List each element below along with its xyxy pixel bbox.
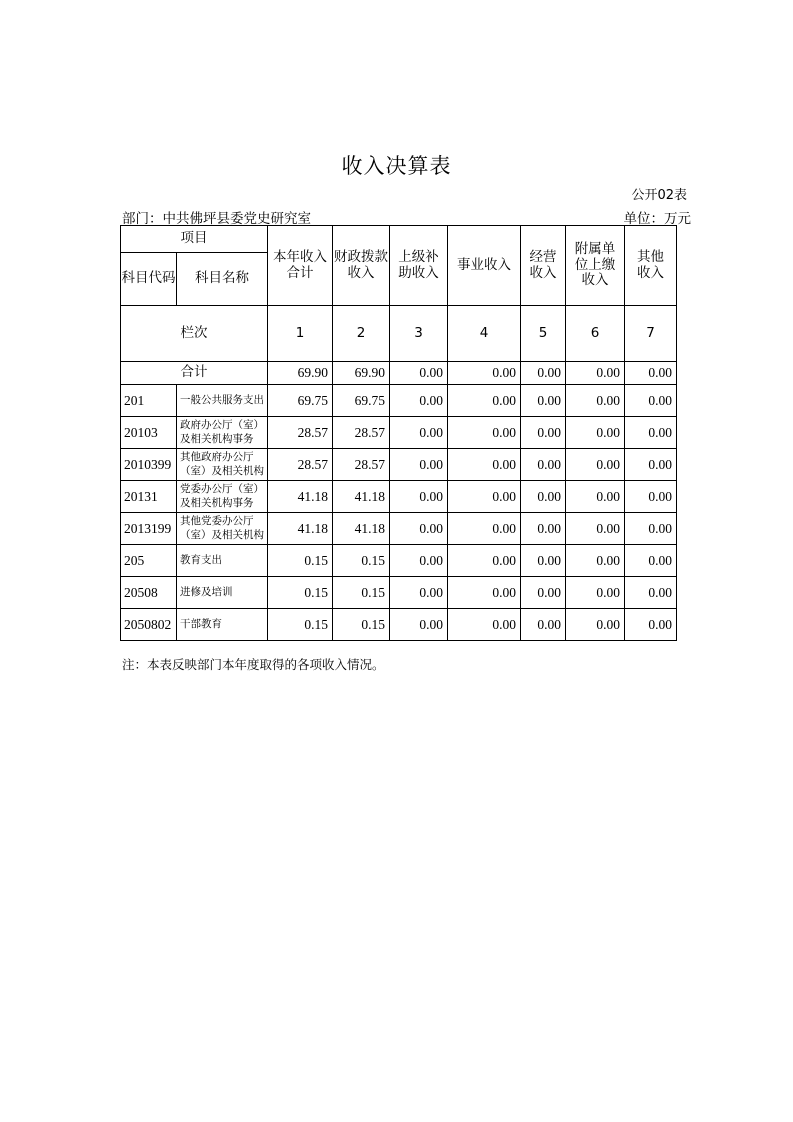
row-value: 0.00 [390, 417, 448, 449]
row-name: 干部教育 [177, 609, 268, 641]
row-value: 0.00 [390, 609, 448, 641]
table-row [121, 609, 677, 641]
row-value: 0.00 [448, 513, 521, 545]
footnote: 注：本表反映部门本年度取得的各项收入情况。 [122, 657, 385, 672]
row-value: 0.00 [390, 545, 448, 577]
row-value: 0.00 [625, 513, 677, 545]
row-value: 0.00 [566, 449, 625, 481]
row-value: 0.15 [268, 545, 333, 577]
row-code: 205 [121, 545, 177, 577]
row-value: 0.00 [448, 417, 521, 449]
header-col-7: 其他 收入 [625, 226, 677, 306]
row-name: 政府办公厅（室） 及相关机构事务 [177, 417, 268, 449]
row-value: 0.00 [448, 385, 521, 417]
row-name: 其他党委办公厅 （室）及相关机构 [177, 513, 268, 545]
row-value: 0.00 [448, 449, 521, 481]
column-index: 6 [566, 306, 625, 362]
row-value: 0.15 [268, 577, 333, 609]
row-value: 0.00 [625, 545, 677, 577]
row-value: 0.15 [333, 577, 390, 609]
department-label: 部门：中共佛坪县委党史研究室 [122, 211, 311, 227]
column-index: 4 [448, 306, 521, 362]
row-value: 0.00 [390, 481, 448, 513]
table-row [121, 513, 677, 545]
total-value: 69.90 [333, 362, 390, 385]
row-code: 201 [121, 385, 177, 417]
row-value: 0.00 [566, 513, 625, 545]
row-value: 0.00 [390, 513, 448, 545]
row-value: 0.00 [625, 577, 677, 609]
row-name: 党委办公厅（室） 及相关机构事务 [177, 481, 268, 513]
header-col-6: 附属单 位上缴 收入 [566, 226, 625, 306]
row-value: 0.00 [625, 449, 677, 481]
row-value: 0.00 [521, 513, 566, 545]
row-value: 0.00 [566, 417, 625, 449]
row-name: 一般公共服务支出 [177, 385, 268, 417]
row-name: 其他政府办公厅 （室）及相关机构 [177, 449, 268, 481]
row-value: 0.00 [448, 481, 521, 513]
column-index-label: 栏次 [121, 306, 268, 362]
row-value: 0.00 [521, 385, 566, 417]
row-value: 28.57 [333, 417, 390, 449]
total-value: 0.00 [390, 362, 448, 385]
row-code: 20508 [121, 577, 177, 609]
row-value: 41.18 [268, 481, 333, 513]
row-value: 0.00 [625, 385, 677, 417]
form-number: 公开02表 [631, 188, 687, 203]
row-code: 2010399 [121, 449, 177, 481]
row-value: 0.00 [625, 609, 677, 641]
row-value: 28.57 [268, 449, 333, 481]
row-name: 教育支出 [177, 545, 268, 577]
row-value: 0.00 [566, 545, 625, 577]
row-value: 69.75 [333, 385, 390, 417]
row-value: 0.00 [521, 577, 566, 609]
page-title: 收入决算表 [341, 154, 452, 178]
header-item: 项目 [121, 226, 268, 253]
total-value: 0.00 [625, 362, 677, 385]
row-value: 0.00 [448, 545, 521, 577]
row-value: 0.00 [625, 481, 677, 513]
row-code: 2050802 [121, 609, 177, 641]
column-index: 1 [268, 306, 333, 362]
column-index-row [121, 306, 677, 362]
total-label: 合计 [121, 362, 268, 385]
row-value: 0.00 [521, 449, 566, 481]
total-value: 0.00 [448, 362, 521, 385]
header-col-2: 财政拨款 收入 [333, 226, 390, 306]
row-value: 0.00 [566, 609, 625, 641]
row-value: 0.00 [566, 385, 625, 417]
row-value: 0.00 [521, 417, 566, 449]
table-row [121, 481, 677, 513]
row-value: 41.18 [333, 513, 390, 545]
header-col-4: 事业收入 [448, 226, 521, 306]
row-value: 0.15 [333, 545, 390, 577]
total-value: 0.00 [566, 362, 625, 385]
row-value: 0.00 [448, 577, 521, 609]
unit-label: 单位：万元 [623, 211, 691, 227]
table-row [121, 385, 677, 417]
header-col-5: 经营 收入 [521, 226, 566, 306]
income-table [120, 225, 677, 641]
column-index: 3 [390, 306, 448, 362]
row-value: 0.00 [390, 449, 448, 481]
row-value: 0.00 [521, 481, 566, 513]
header-code: 科目代码 [121, 253, 177, 306]
total-value: 0.00 [521, 362, 566, 385]
column-index: 2 [333, 306, 390, 362]
table-row [121, 545, 677, 577]
row-name: 进修及培训 [177, 577, 268, 609]
row-value: 41.18 [268, 513, 333, 545]
column-index: 5 [521, 306, 566, 362]
column-index: 7 [625, 306, 677, 362]
row-code: 2013199 [121, 513, 177, 545]
row-value: 41.18 [333, 481, 390, 513]
row-value: 0.00 [521, 609, 566, 641]
header-name: 科目名称 [177, 253, 268, 306]
row-value: 0.00 [390, 385, 448, 417]
table-row [121, 577, 677, 609]
row-code: 20103 [121, 417, 177, 449]
total-row [121, 362, 677, 385]
header-col-3: 上级补 助收入 [390, 226, 448, 306]
row-value: 0.00 [566, 577, 625, 609]
row-value: 0.00 [448, 609, 521, 641]
row-value: 0.00 [521, 545, 566, 577]
row-value: 0.15 [268, 609, 333, 641]
table-row [121, 417, 677, 449]
row-value: 28.57 [333, 449, 390, 481]
row-value: 28.57 [268, 417, 333, 449]
row-value: 0.15 [333, 609, 390, 641]
row-value: 0.00 [390, 577, 448, 609]
row-value: 0.00 [566, 481, 625, 513]
row-value: 0.00 [625, 417, 677, 449]
header-col-1: 本年收入 合计 [268, 226, 333, 306]
row-value: 69.75 [268, 385, 333, 417]
row-code: 20131 [121, 481, 177, 513]
total-value: 69.90 [268, 362, 333, 385]
table-row [121, 449, 677, 481]
